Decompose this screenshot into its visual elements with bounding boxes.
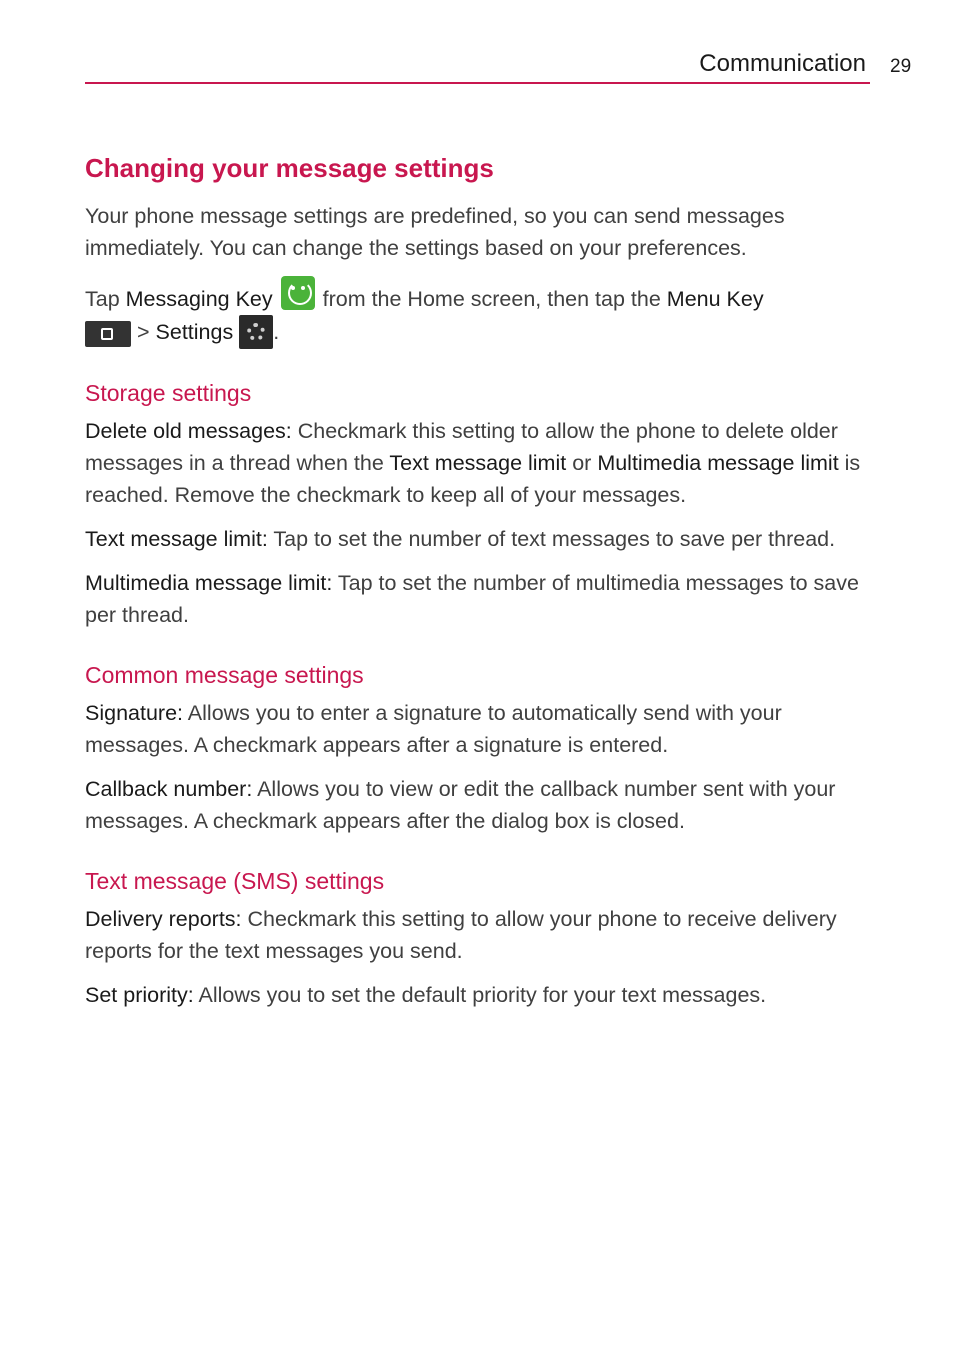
- delivery-reports-item: [85, 903, 875, 967]
- multimedia-message-limit-term: Multimedia message limit:: [85, 571, 333, 595]
- item-text: is reached. Remove the checkmark to keep all of your messages.: [85, 451, 861, 507]
- sms-settings-heading: Text message (SMS) settings: [85, 868, 385, 894]
- callback-number-term: Callback number:: [85, 777, 253, 801]
- delete-old-messages-term: Delete old messages:: [85, 419, 292, 443]
- common-settings-heading: Common message settings: [85, 662, 364, 688]
- tap-text: >: [131, 320, 156, 344]
- section-title: Communication: [699, 50, 866, 77]
- settings-label: Settings: [155, 320, 234, 344]
- text-message-limit-ref: Text message limit: [389, 451, 567, 475]
- page-number: 29: [890, 56, 912, 77]
- multimedia-message-limit-item: [85, 567, 875, 631]
- messaging-key-label: Messaging Key: [125, 287, 273, 311]
- signature-term: Signature:: [85, 701, 184, 725]
- intro-paragraph: Your phone message settings are predefined, so you can send messages immediately. You can change the settings based on your preferences.: [85, 204, 785, 260]
- item-text: Allows you to view or edit the callback number sent with your messages. A checkmark appears after the dialog box is closed.: [85, 777, 836, 833]
- page-title: Changing your message settings: [85, 153, 494, 183]
- item-text: Allows you to enter a signature to automatically send with your messages. A checkmark appears after a signature is entered.: [85, 701, 782, 757]
- delivery-reports-term: Delivery reports:: [85, 907, 242, 931]
- item-text: or: [566, 451, 598, 475]
- item-text: Tap to set the number of text messages to save per thread.: [267, 527, 836, 551]
- tap-text: Tap: [85, 287, 126, 311]
- callback-number-item: [85, 773, 875, 837]
- text-message-limit-term: Text message limit:: [85, 527, 268, 551]
- text-message-limit-item: [85, 523, 875, 555]
- menu-key-icon: [85, 321, 131, 347]
- delete-old-messages-item: [85, 415, 875, 511]
- page-header: [85, 48, 870, 84]
- multimedia-message-limit-ref: Multimedia message limit: [597, 451, 839, 475]
- messaging-app-icon: [281, 276, 315, 310]
- item-text: Checkmark this setting to allow the phone to delete older messages in a thread when the: [85, 419, 838, 475]
- item-text: Checkmark this setting to allow your phone to receive delivery reports for the text messages you send.: [85, 907, 837, 963]
- item-text: Allows you to set the default priority for your text messages.: [193, 983, 767, 1007]
- signature-item: [85, 697, 875, 761]
- gear-icon: [239, 315, 273, 349]
- set-priority-item: [85, 979, 875, 1011]
- storage-settings-heading: Storage settings: [85, 380, 252, 406]
- item-text: Tap to set the number of multimedia messages to save per thread.: [85, 571, 859, 627]
- page-content: [85, 150, 875, 1023]
- tap-text: .: [273, 320, 280, 344]
- menu-key-label: Menu Key: [666, 287, 764, 311]
- set-priority-term: Set priority:: [85, 983, 194, 1007]
- tap-text: from the Home screen, then tap the: [316, 287, 667, 311]
- tap-instructions: [85, 276, 875, 349]
